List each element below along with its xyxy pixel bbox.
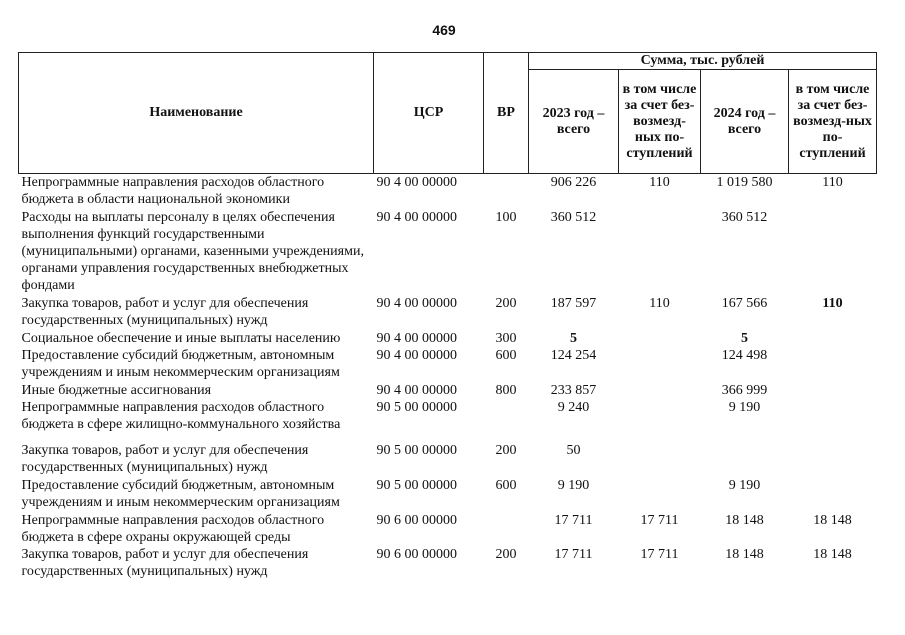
cell-name: Закупка товаров, работ и услуг для обеспечения государственных (муниципальных) нужд	[21, 296, 309, 328]
cell-2024-incl: 18 148	[813, 513, 852, 528]
cell-2024-total: 9 190	[728, 400, 761, 415]
header-2024-incl: в том числе за счет без-возмезд-ных по-ступлений	[789, 70, 877, 174]
cell-2024-total: 9 190	[728, 478, 761, 493]
page-number: 469	[432, 22, 456, 38]
cell-2024-incl	[789, 208, 877, 294]
table-row	[19, 347, 877, 381]
header-2023-total: 2023 год – всего	[529, 70, 619, 174]
table-row	[19, 329, 877, 347]
cell-csr: 90 4 00 00000	[376, 210, 457, 225]
cell-2024-total: 18 148	[725, 547, 764, 562]
cell-2024-incl	[789, 433, 877, 476]
cell-vr	[484, 399, 529, 433]
cell-csr: 90 4 00 00000	[376, 383, 457, 398]
cell-csr: 90 5 00 00000	[376, 478, 457, 493]
cell-2023-total: 5	[570, 331, 577, 346]
header-vr: ВР	[484, 53, 529, 174]
header-csr: ЦСР	[374, 53, 484, 174]
cell-2024-total	[701, 433, 789, 476]
cell-2023-incl	[619, 381, 701, 399]
table-row	[19, 511, 877, 546]
cell-vr: 200	[495, 296, 517, 311]
cell-vr: 300	[495, 331, 517, 346]
header-name: Наименование	[19, 53, 374, 174]
cell-2024-total: 124 498	[721, 348, 768, 363]
table-row	[19, 546, 877, 580]
cell-vr: 800	[495, 383, 517, 398]
cell-name: Предоставление субсидий бюджетным, автономным учреждениям и иным некоммерческим организациям	[21, 348, 340, 380]
cell-2023-total: 17 711	[554, 513, 593, 528]
cell-2023-total: 124 254	[550, 348, 597, 363]
table-row	[19, 381, 877, 399]
table-row	[19, 433, 877, 476]
cell-2023-incl: 17 711	[640, 513, 679, 528]
cell-csr: 90 6 00 00000	[376, 547, 457, 562]
header-2023-incl: в том числе за счет без-возмезд-ных по-ступлений	[619, 70, 701, 174]
cell-csr: 90 4 00 00000	[376, 348, 457, 363]
cell-2023-total: 9 190	[557, 478, 590, 493]
cell-vr	[484, 174, 529, 209]
cell-csr: 90 5 00 00000	[376, 443, 457, 458]
cell-name: Непрограммные направления расходов областного бюджета в сфере жилищно-коммунального хозяйства	[21, 400, 341, 432]
cell-csr: 90 6 00 00000	[376, 513, 457, 528]
cell-name: Расходы на выплаты персоналу в целях обеспечения выполнения функций государственными (муниципальными) органами, казенными учреждениями, органами управления государственных внебюджетных фондами	[21, 210, 364, 293]
cell-2024-incl: 18 148	[813, 547, 852, 562]
table-row	[19, 294, 877, 329]
cell-2023-total: 360 512	[550, 210, 597, 225]
cell-csr: 90 4 00 00000	[376, 331, 457, 346]
header-2024-total: 2024 год – всего	[701, 70, 789, 174]
cell-2023-incl	[619, 399, 701, 433]
cell-name: Закупка товаров, работ и услуг для обеспечения государственных (муниципальных) нужд	[21, 443, 309, 475]
cell-2023-incl: 110	[649, 175, 670, 190]
cell-2024-incl: 110	[822, 175, 843, 190]
cell-2024-total: 1 019 580	[716, 175, 773, 190]
table-body	[19, 174, 877, 581]
cell-vr	[484, 511, 529, 546]
cell-csr: 90 5 00 00000	[376, 400, 457, 415]
cell-2023-incl: 110	[649, 296, 670, 311]
cell-name: Предоставление субсидий бюджетным, автономным учреждениям и иным некоммерческим организациям	[21, 478, 340, 510]
cell-2024-total: 5	[741, 331, 748, 346]
cell-2024-incl: 110	[822, 296, 843, 311]
cell-2024-incl	[789, 399, 877, 433]
cell-2023-incl	[619, 433, 701, 476]
cell-2024-incl	[789, 476, 877, 511]
table-row	[19, 174, 877, 209]
cell-2023-incl: 17 711	[640, 547, 679, 562]
cell-name: Закупка товаров, работ и услуг для обеспечения государственных (муниципальных) нужд	[21, 547, 309, 579]
cell-2024-total: 360 512	[721, 210, 768, 225]
cell-2023-total: 9 240	[557, 400, 590, 415]
cell-2024-total: 366 999	[721, 383, 768, 398]
cell-2023-total: 906 226	[550, 175, 597, 190]
cell-name: Непрограммные направления расходов областного бюджета в сфере охраны окружающей среды	[21, 513, 325, 545]
cell-2023-total: 50	[566, 443, 581, 458]
cell-2024-total: 18 148	[725, 513, 764, 528]
cell-2023-total: 233 857	[550, 383, 597, 398]
cell-2023-incl	[619, 329, 701, 347]
cell-name: Непрограммные направления расходов областного бюджета в области национальной экономики	[21, 175, 325, 207]
header-sum: Сумма, тыс. рублей	[529, 53, 877, 70]
budget-table	[18, 52, 877, 580]
cell-vr: 100	[495, 210, 517, 225]
table-row	[19, 476, 877, 511]
cell-2023-incl	[619, 347, 701, 381]
cell-2024-incl	[789, 381, 877, 399]
cell-vr: 200	[495, 547, 517, 562]
cell-name: Социальное обеспечение и иные выплаты населению	[21, 331, 341, 346]
cell-2023-incl	[619, 476, 701, 511]
cell-vr: 200	[495, 443, 517, 458]
table-row	[19, 208, 877, 294]
cell-vr: 600	[495, 478, 517, 493]
cell-2023-incl	[619, 208, 701, 294]
cell-2024-total: 167 566	[721, 296, 768, 311]
table-header	[19, 53, 877, 174]
cell-2024-incl	[789, 347, 877, 381]
table-row	[19, 399, 877, 433]
cell-csr: 90 4 00 00000	[376, 175, 457, 190]
cell-2023-total: 17 711	[554, 547, 593, 562]
cell-name: Иные бюджетные ассигнования	[21, 383, 212, 398]
cell-2023-total: 187 597	[550, 296, 597, 311]
cell-csr: 90 4 00 00000	[376, 296, 457, 311]
cell-2024-incl	[789, 329, 877, 347]
cell-vr: 600	[495, 348, 517, 363]
